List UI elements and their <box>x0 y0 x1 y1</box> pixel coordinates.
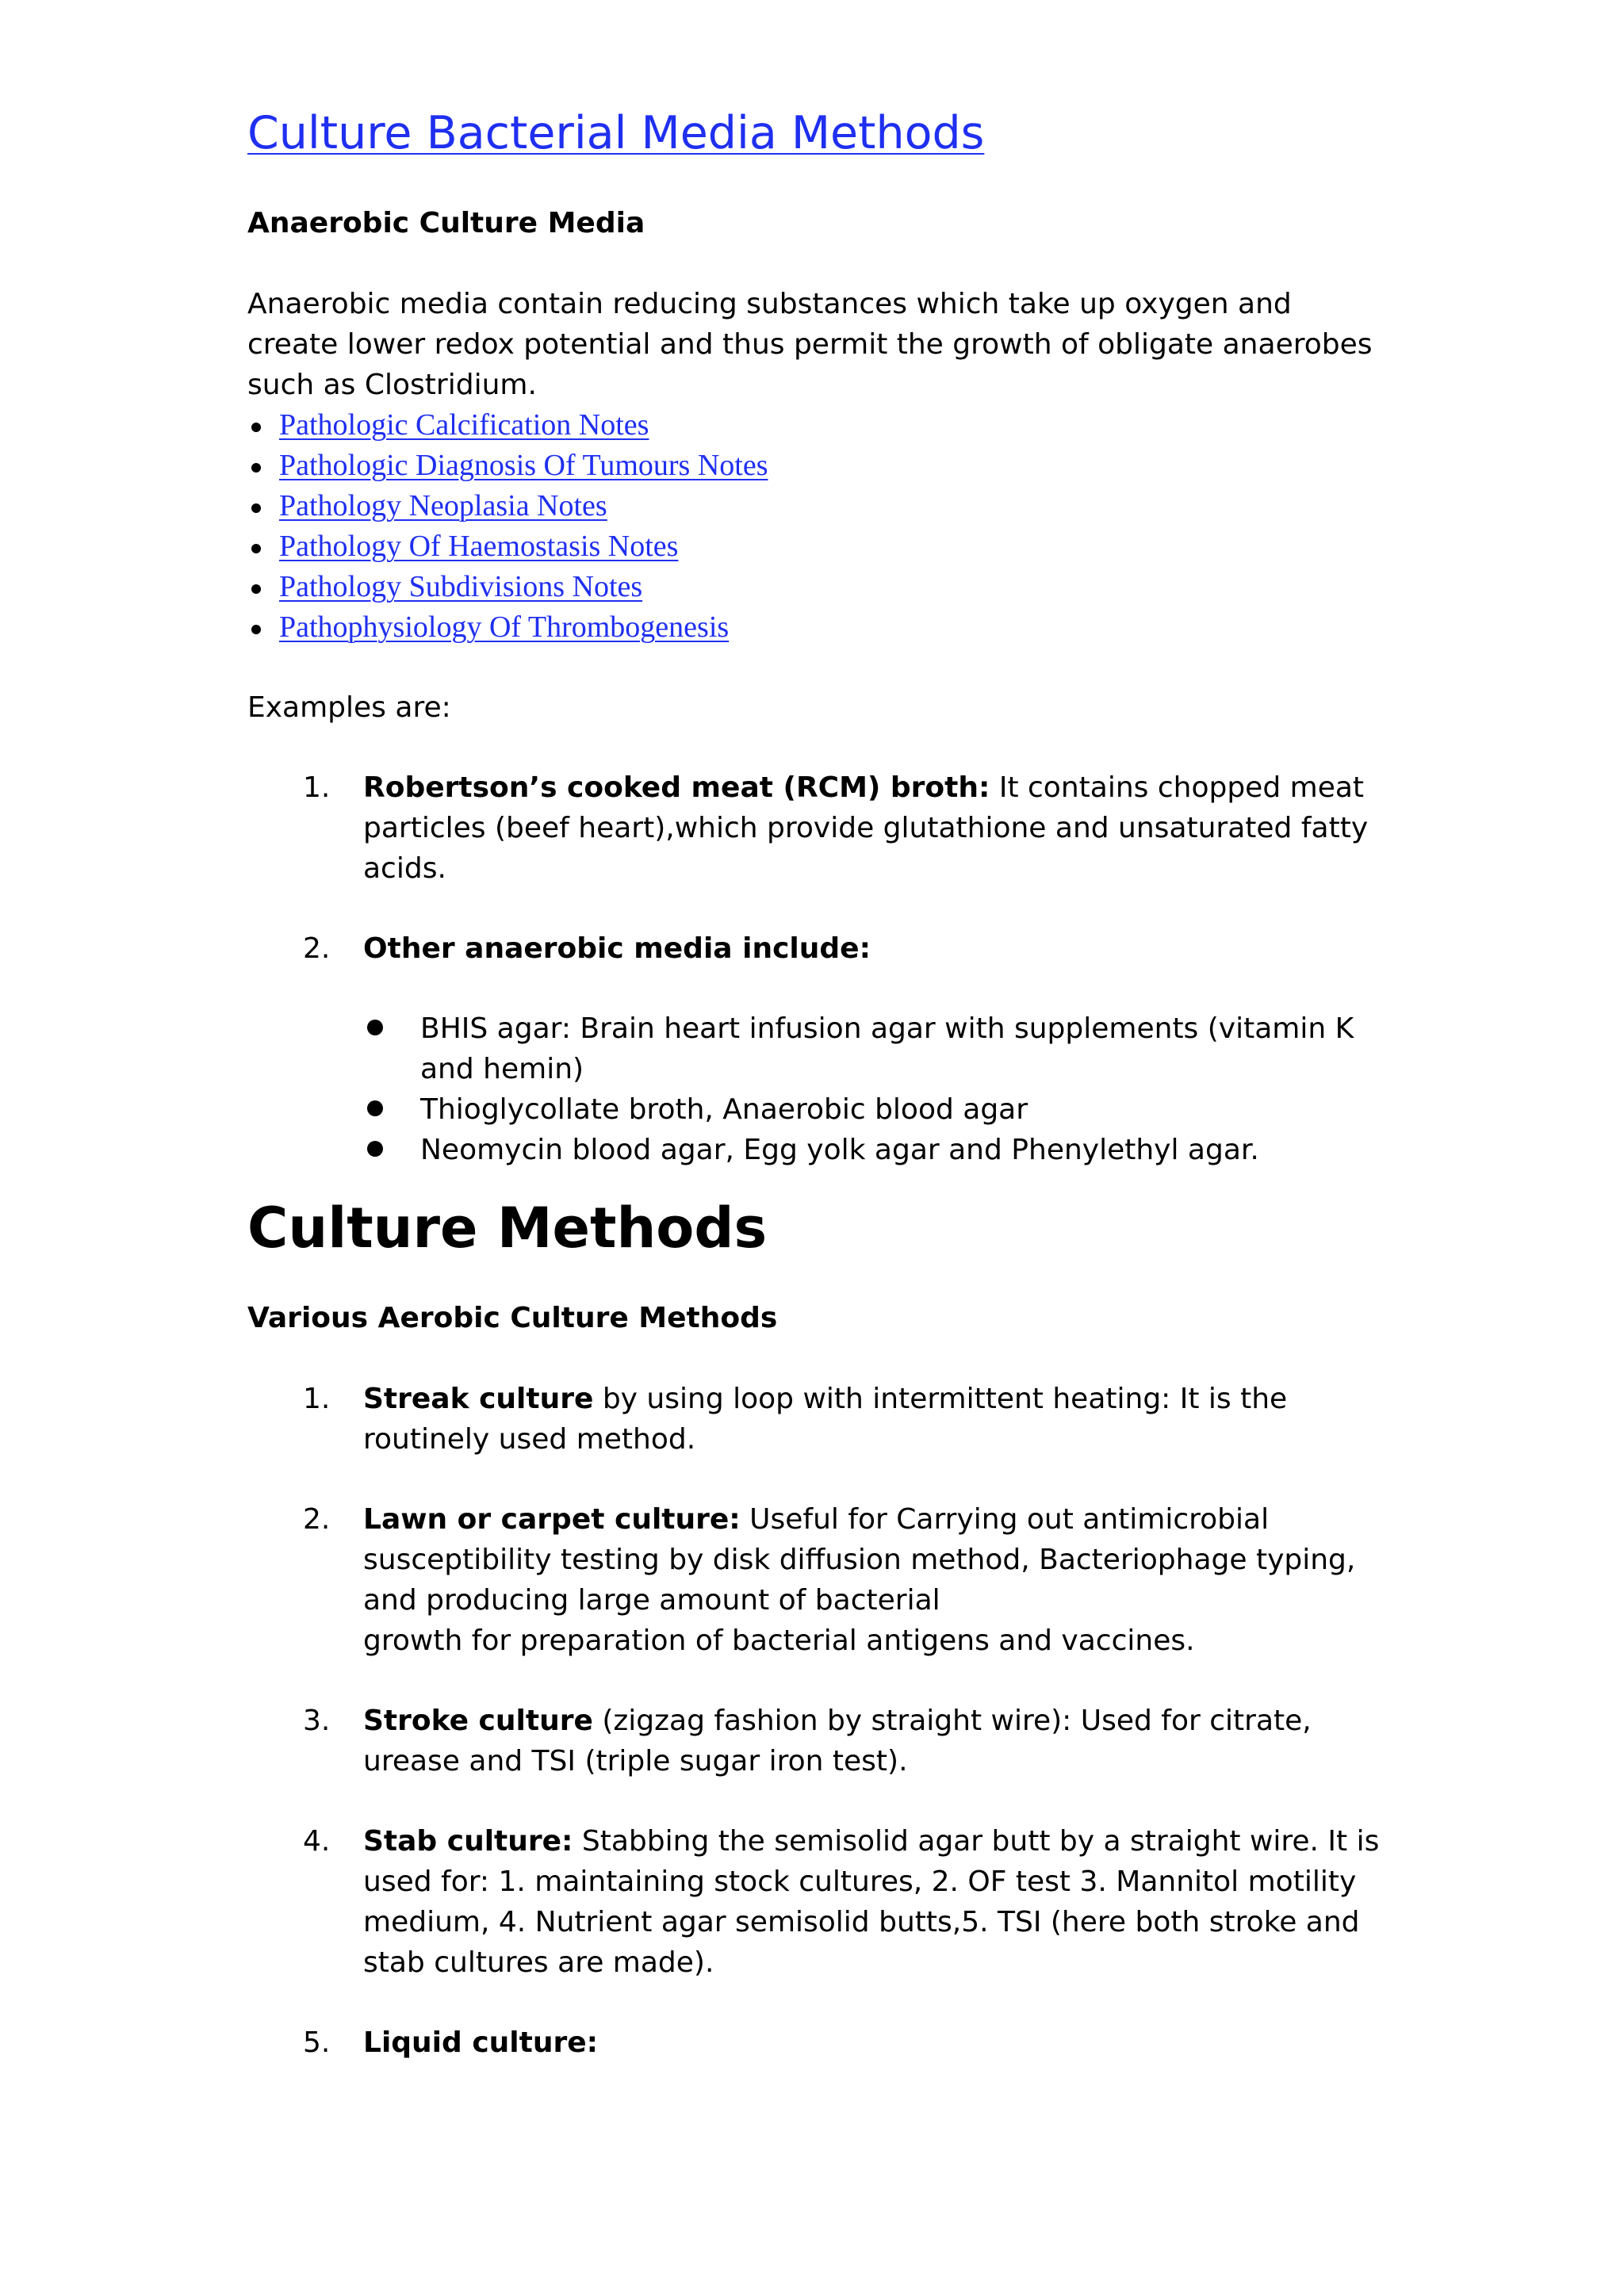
method-item-3 <box>247 1701 1389 1781</box>
item-number: 1. <box>303 1383 331 1415</box>
link-pathologic-diagnosis-tumours[interactable]: Pathologic Diagnosis Of Tumours Notes <box>279 449 768 482</box>
bullet-icon <box>251 544 261 553</box>
link-pathology-subdivisions[interactable]: Pathology Subdivisions Notes <box>279 570 643 603</box>
intro-paragraph: Anaerobic media contain reducing substances which take up oxygen and create lower redox potential and thus permit the growth of obligate anaerobes such as Clostridium. <box>247 288 1373 401</box>
bullet-text: BHIS agar: Brain heart infusion agar with supplements (vitamin K and hemin) <box>420 1012 1354 1085</box>
method-item-5 <box>247 2022 1389 2063</box>
item-term: Robertson’s cooked meat (RCM) broth: <box>363 771 990 804</box>
list-item <box>247 486 1389 526</box>
item-text: Useful for Carrying out antimicrobial susceptibility testing by disk diffusion method, Bacteriophage typing, and producing large amount of bacterial <box>363 1503 1356 1617</box>
item-number: 4. <box>303 1825 331 1858</box>
bullet-icon <box>251 625 261 634</box>
item-text: (zigzag fashion by straight wire): Used for citrate, urease and TSI (triple sugar iron test). <box>363 1705 1312 1777</box>
item-text: It contains chopped meat particles (beef heart),which provide glutathione and unsaturated fatty acids. <box>363 771 1369 885</box>
item-number: 5. <box>303 2026 331 2059</box>
bullet-icon <box>251 463 261 473</box>
list-item <box>247 1089 1389 1130</box>
item-term: Stab culture: <box>363 1825 573 1858</box>
item-term: Stroke culture <box>363 1705 593 1737</box>
examples-label: Examples are: <box>247 691 451 724</box>
link-pathophysiology-thrombogenesis[interactable]: Pathophysiology Of Thrombogenesis <box>279 610 730 644</box>
link-pathology-neoplasia[interactable]: Pathology Neoplasia Notes <box>279 489 607 522</box>
list-item <box>247 446 1389 486</box>
list-item <box>247 567 1389 607</box>
example-item-2 <box>247 928 1389 969</box>
related-links-list <box>247 405 1389 648</box>
item-term: Lawn or carpet culture: <box>363 1503 741 1536</box>
list-item <box>247 1008 1389 1089</box>
bullet-icon <box>251 584 261 594</box>
bullet-text: Neomycin blood agar, Egg yolk agar and Phenylethyl agar. <box>420 1134 1259 1166</box>
item-number: 2. <box>303 932 331 965</box>
example-item-1 <box>247 767 1389 889</box>
subheading-aerobic-methods: Various Aerobic Culture Methods <box>247 1302 778 1334</box>
list-item <box>247 405 1389 446</box>
item-number: 3. <box>303 1705 331 1737</box>
section-heading-culture-methods: Culture Methods <box>247 1196 768 1261</box>
method-item-2 <box>247 1499 1389 1661</box>
bullet-icon <box>367 1100 383 1116</box>
document-page <box>247 95 1389 2063</box>
list-item <box>247 1130 1389 1170</box>
bullet-text: Thioglycollate broth, Anaerobic blood agar <box>420 1093 1028 1126</box>
item-text-continued: growth for preparation of bacterial antigens and vaccines. <box>363 1624 1195 1657</box>
bullet-icon <box>251 503 261 513</box>
bullet-icon <box>251 423 261 432</box>
item-term: Other anaerobic media include: <box>363 932 871 965</box>
list-item <box>247 607 1389 648</box>
item-number: 1. <box>303 771 331 804</box>
method-item-1 <box>247 1379 1389 1460</box>
item-text: by using loop with intermittent heating: It is the routinely used method. <box>363 1383 1288 1456</box>
link-pathologic-calcification[interactable]: Pathologic Calcification Notes <box>279 408 649 442</box>
bullet-icon <box>367 1020 383 1035</box>
item-term: Streak culture <box>363 1383 594 1415</box>
list-item <box>247 526 1389 567</box>
item-text: Stabbing the semisolid agar butt by a straight wire. It is used for: 1. maintaining stock cultures, 2. OF test 3. Mannitol motility medium, 4. Nutrient agar semisolid butts,5. TSI (here both stroke and stab cultures are made). <box>363 1825 1380 1979</box>
method-item-4 <box>247 1821 1389 1983</box>
bullet-icon <box>367 1141 383 1157</box>
item-number: 2. <box>303 1503 331 1536</box>
section-heading-anaerobic: Anaerobic Culture Media <box>247 207 645 239</box>
item-term: Liquid culture: <box>363 2026 599 2059</box>
page-title-link[interactable]: Culture Bacterial Media Methods <box>247 107 985 159</box>
link-pathology-haemostasis[interactable]: Pathology Of Haemostasis Notes <box>279 530 679 563</box>
anaerobic-media-bullets <box>247 1008 1389 1170</box>
